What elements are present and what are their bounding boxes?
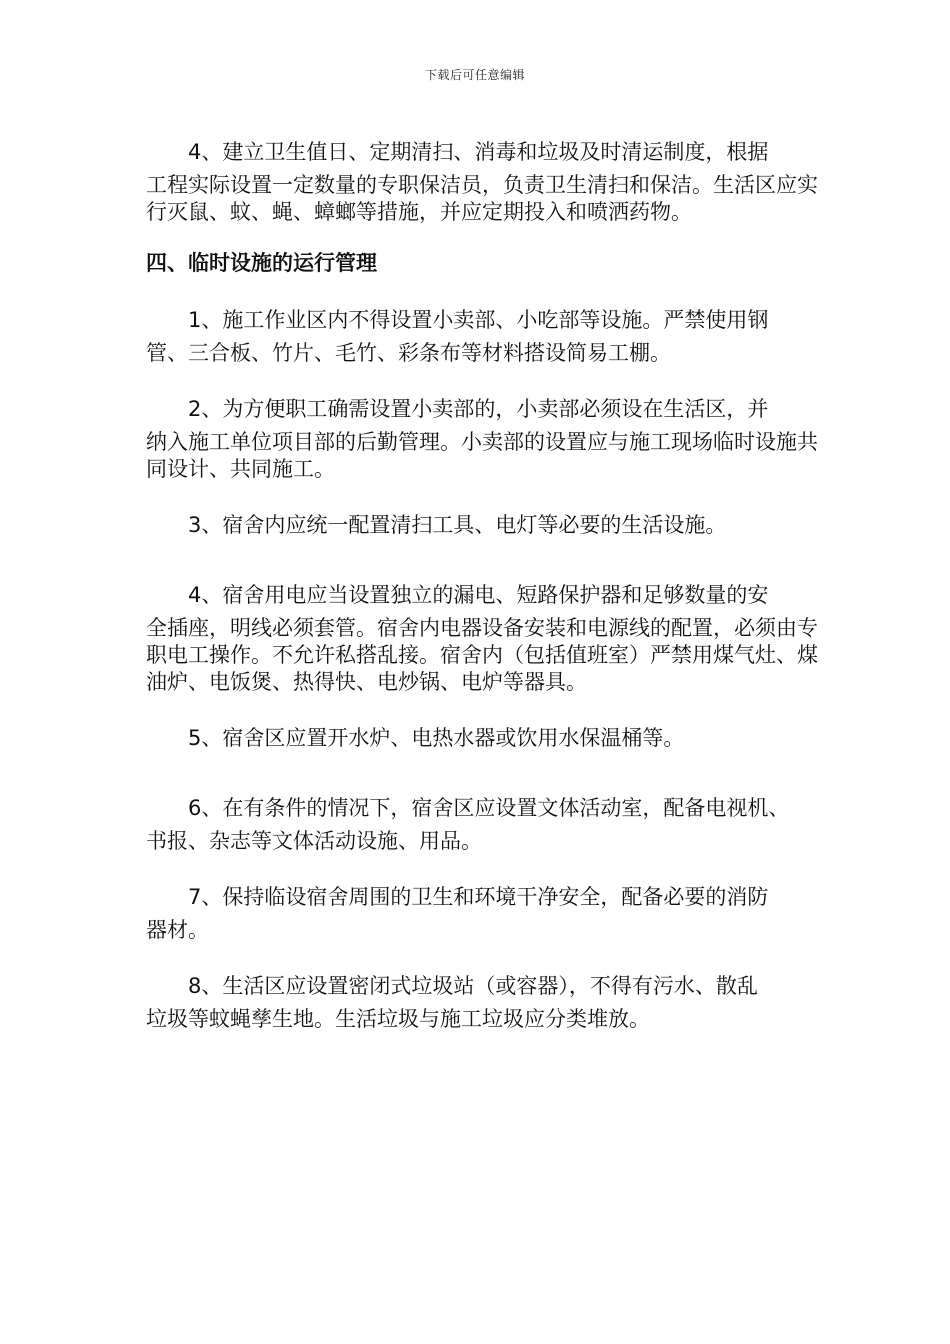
- header-note: 下载后可任意编辑: [424, 68, 525, 82]
- paragraph-first-line: 2、为方便职工确需设置小卖部的，小卖部必须设在生活区，并: [188, 397, 769, 421]
- paragraph-item-4: [146, 575, 826, 696]
- paragraph-item-3: [146, 505, 826, 545]
- paragraph-first-line: 4、宿舍用电应当设置独立的漏电、短路保护器和足够数量的安: [188, 583, 769, 607]
- paragraph-first-line: 8、生活区应设置密闭式垃圾站（或容器），不得有污水、散乱: [188, 974, 758, 998]
- paragraph-item-7: [146, 877, 826, 944]
- paragraph-continuation: 管、三合板、竹片、毛竹、彩条布等材料搭设简易工棚。: [146, 341, 671, 365]
- paragraph-first-line: 6、在有条件的情况下，宿舍区应设置文体活动室，配备电视机、: [188, 796, 790, 820]
- paragraph-continuation: 垃圾等蚊蝇孳生地。生活垃圾与施工垃圾应分类堆放。: [146, 1007, 650, 1031]
- paragraph-sanitation: [146, 132, 826, 226]
- document-body: [146, 132, 826, 1055]
- paragraph-continuation: 纳入施工单位项目部的后勤管理。小卖部的设置应与施工现场临时设施共同设计、共同施工。: [146, 430, 818, 481]
- section-heading: 四、临时设施的运行管理: [146, 251, 377, 275]
- paragraph-first-line: 4、建立卫生值日、定期清扫、消毒和垃圾及时清运制度，根据: [188, 140, 769, 164]
- paragraph-continuation: 书报、杂志等文体活动设施、用品。: [146, 829, 482, 853]
- paragraph-item-2: [146, 389, 826, 483]
- paragraph-item-8: [146, 966, 826, 1033]
- paragraph-first-line: 5、宿舍区应置开水炉、电热水器或饮用水保温桶等。: [188, 726, 685, 750]
- paragraph-item-1: [146, 300, 826, 367]
- paragraph-item-6: [146, 788, 826, 855]
- paragraph-continuation: 工程实际设置一定数量的专职保洁员，负责卫生清扫和保洁。生活区应实行灭鼠、蚊、蝇、蟑螂等措施，并应定期投入和喷洒药物。: [146, 173, 818, 224]
- paragraph-first-line: 3、宿舍内应统一配置清扫工具、电灯等必要的生活设施。: [188, 513, 727, 537]
- paragraph-continuation: 器材。: [146, 918, 209, 942]
- paragraph-first-line: 1、施工作业区内不得设置小卖部、小吃部等设施。严禁使用钢: [188, 308, 769, 332]
- paragraph-first-line: 7、保持临设宿舍周围的卫生和环境干净安全，配备必要的消防: [188, 885, 769, 909]
- paragraph-continuation: 全插座，明线必须套管。宿舍内电器设备安装和电源线的配置，必须由专职电工操作。不允许私搭乱接。宿舍内（包括值班室）严禁用煤气灶、煤油炉、电饭煲、热得快、电炒锅、电炉等器具。: [146, 616, 818, 694]
- paragraph-item-5: [146, 718, 826, 758]
